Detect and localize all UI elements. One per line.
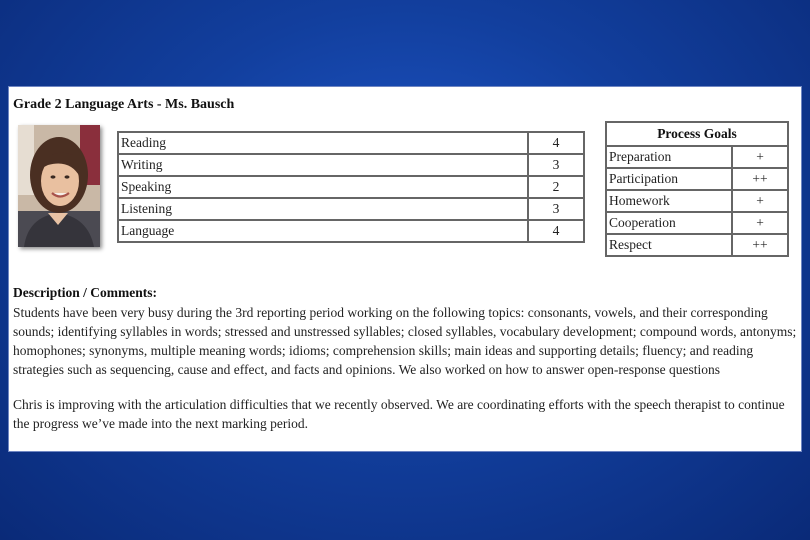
student-comment-paragraph: Chris is improving with the articulation difficulties that we recently observed. We are coordinating efforts with the speech therapist to continue the progress we’ve made into the next marking period. — [13, 397, 785, 431]
goal-label: Cooperation — [606, 212, 732, 234]
table-row — [118, 154, 584, 176]
teacher-photo — [18, 125, 100, 247]
skill-label: Writing — [118, 154, 528, 176]
goal-label: Respect — [606, 234, 732, 256]
report-title: Grade 2 Language Arts - Ms. Bausch — [13, 97, 235, 112]
report-card — [8, 86, 802, 452]
goal-mark: ++ — [732, 168, 788, 190]
goal-label: Participation — [606, 168, 732, 190]
table-row — [606, 146, 788, 168]
goal-label: Preparation — [606, 146, 732, 168]
skill-score: 4 — [528, 132, 584, 154]
goal-mark: ++ — [732, 234, 788, 256]
table-row — [606, 234, 788, 256]
goal-label: Homework — [606, 190, 732, 212]
process-goals-header: Process Goals — [606, 122, 788, 146]
table-row — [118, 198, 584, 220]
skill-score: 4 — [528, 220, 584, 242]
table-row — [606, 212, 788, 234]
description-heading: Description / Comments: — [13, 285, 157, 300]
skill-label: Listening — [118, 198, 528, 220]
table-row — [118, 220, 584, 242]
table-header-row — [606, 122, 788, 146]
teacher-portrait-image — [18, 125, 100, 247]
process-goals-table — [605, 121, 789, 257]
table-row — [118, 176, 584, 198]
skills-table — [117, 131, 585, 243]
table-row — [606, 168, 788, 190]
description-paragraph: Students have been very busy during the 3rd reporting period working on the following topics: consonants, vowels, and their corresponding sounds; identifying syllables in words; stressed and unstressed syllables; closed syllables, vocabulary development; compound words, antonyms; homophones; synonyms, multiple meaning words; idioms; comprehension skills; main ideas and supporting details; fluency; and reading strategies such as sequencing, cause and effect, and facts and opinions. We also worked on how to answer open-response questions — [13, 305, 797, 377]
skill-score: 2 — [528, 176, 584, 198]
goal-mark: + — [732, 146, 788, 168]
goal-mark: + — [732, 212, 788, 234]
table-row — [606, 190, 788, 212]
table-row — [118, 132, 584, 154]
skill-score: 3 — [528, 198, 584, 220]
skill-label: Speaking — [118, 176, 528, 198]
skill-score: 3 — [528, 154, 584, 176]
skill-label: Language — [118, 220, 528, 242]
skill-label: Reading — [118, 132, 528, 154]
goal-mark: + — [732, 190, 788, 212]
